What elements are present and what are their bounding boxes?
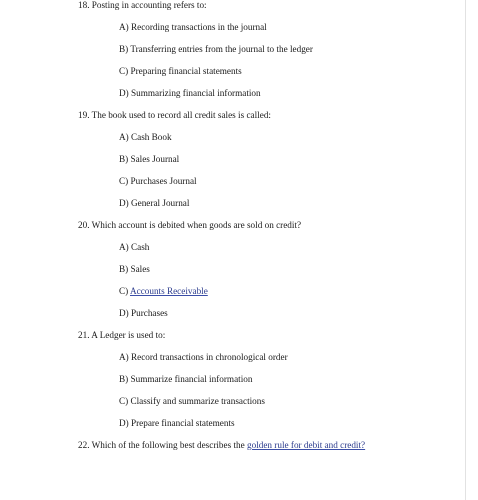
option-text: Summarizing financial information bbox=[131, 88, 261, 98]
option-text: Purchases bbox=[131, 308, 168, 318]
option-letter: B) bbox=[119, 154, 131, 164]
option-20d bbox=[119, 308, 168, 319]
option-letter: B) bbox=[119, 374, 131, 384]
option-text: Summarize financial information bbox=[130, 374, 253, 384]
option-18c bbox=[119, 66, 242, 77]
option-letter: D) bbox=[119, 198, 131, 208]
question-20: 20. Which account is debited when goods are sold on credit? bbox=[78, 220, 302, 230]
option-letter: A) bbox=[119, 352, 131, 362]
question-19: 19. The book used to record all credit sales is called: bbox=[78, 110, 271, 120]
option-text: Sales Journal bbox=[130, 154, 180, 164]
option-text: Transferring entries from the journal to the ledger bbox=[130, 44, 313, 54]
option-letter: A) bbox=[119, 242, 131, 252]
question-text: 22. Which of the following best describes the bbox=[78, 440, 247, 450]
page-edge bbox=[465, 0, 466, 500]
golden-rule-link[interactable]: golden rule for debit and credit? bbox=[247, 440, 366, 450]
option-text: Recording transactions in the journal bbox=[131, 22, 267, 32]
option-letter: A) bbox=[119, 22, 131, 32]
accounts-receivable-link[interactable]: Accounts Receivable bbox=[129, 286, 208, 296]
question-21: 21. A Ledger is used to: bbox=[78, 330, 166, 340]
option-19d bbox=[119, 198, 189, 209]
option-letter: D) bbox=[119, 308, 131, 318]
option-letter: A) bbox=[119, 132, 131, 142]
option-19a bbox=[119, 132, 172, 143]
option-18d bbox=[119, 88, 261, 99]
option-letter: C) bbox=[119, 176, 131, 186]
option-19b bbox=[119, 154, 179, 165]
option-text: Prepare financial statements bbox=[131, 418, 235, 428]
option-letter: B) bbox=[119, 264, 131, 274]
option-letter: D) bbox=[119, 418, 131, 428]
question-22 bbox=[78, 440, 365, 451]
option-21b bbox=[119, 374, 252, 385]
option-text: Sales bbox=[130, 264, 150, 274]
option-letter: C) bbox=[119, 286, 130, 296]
option-21c bbox=[119, 396, 265, 407]
option-18a bbox=[119, 22, 267, 33]
option-letter: C) bbox=[119, 396, 131, 406]
option-19c bbox=[119, 176, 197, 187]
question-18: 18. Posting in accounting refers to: bbox=[78, 0, 207, 10]
option-text: General Journal bbox=[131, 198, 190, 208]
option-text: Cash Book bbox=[131, 132, 172, 142]
option-text: Purchases Journal bbox=[130, 176, 197, 186]
option-20c bbox=[119, 286, 208, 297]
option-text: Cash bbox=[131, 242, 150, 252]
option-21d bbox=[119, 418, 235, 429]
option-text: Record transactions in chronological order bbox=[131, 352, 288, 362]
option-20b bbox=[119, 264, 150, 275]
option-letter: C) bbox=[119, 66, 131, 76]
option-text: Preparing financial statements bbox=[130, 66, 242, 76]
option-letter: D) bbox=[119, 88, 131, 98]
option-21a bbox=[119, 352, 288, 363]
option-text: Classify and summarize transactions bbox=[130, 396, 265, 406]
option-20a bbox=[119, 242, 149, 253]
option-18b bbox=[119, 44, 313, 55]
option-letter: B) bbox=[119, 44, 131, 54]
